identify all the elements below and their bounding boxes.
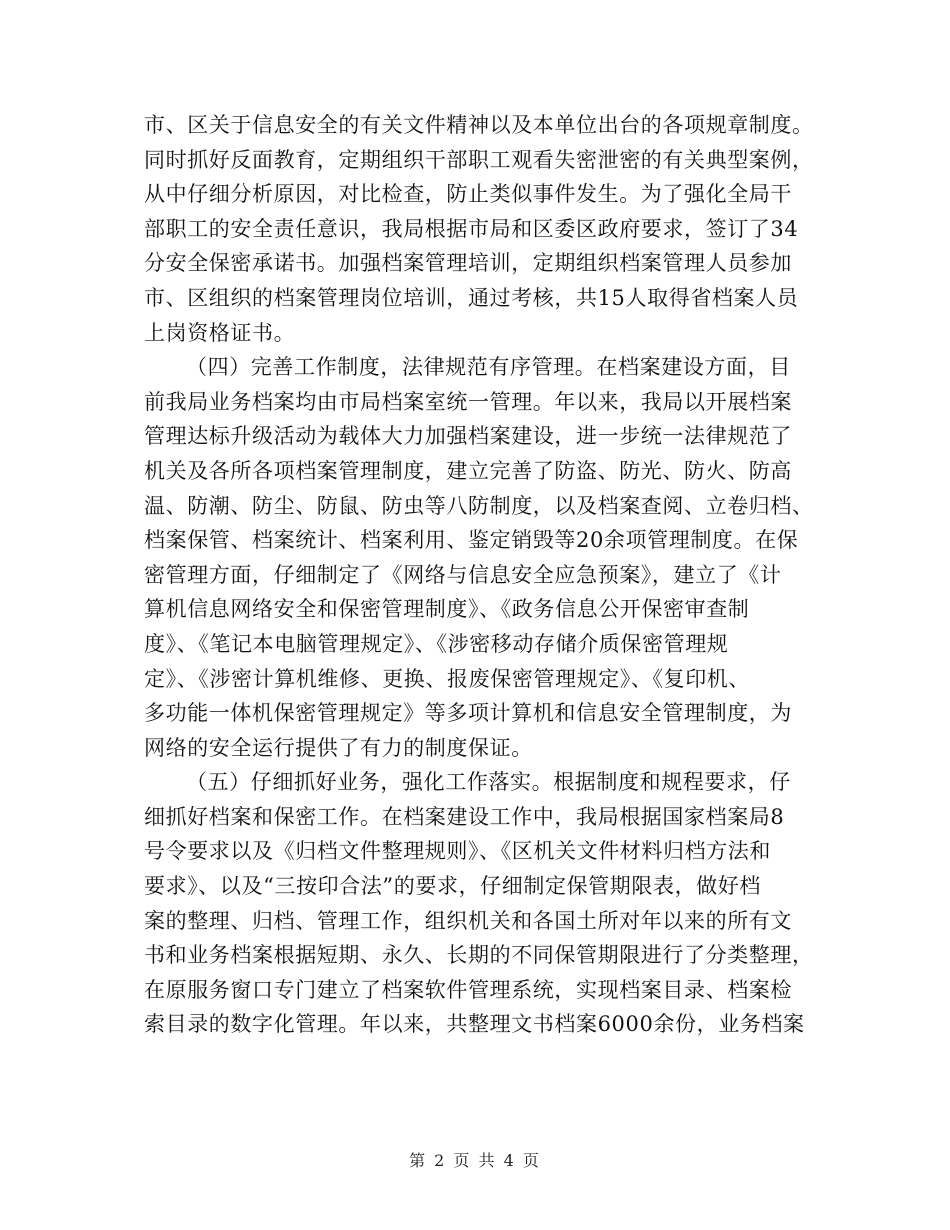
text-line: （五）仔细抓好业务，强化工作落实。根据制度和规程要求，仔 [186, 770, 791, 795]
text-line: 同时抓好反面教育，定期组织干部职工观看失密泄密的有关典型案例， [144, 147, 814, 172]
text-line: 网络的安全运行提供了有力的制度保证。 [144, 735, 533, 760]
body-text [144, 108, 816, 1042]
text-line: 案的整理、归档、管理工作，组织机关和各国土所对年以来的所有文 [144, 908, 792, 933]
text-line: 市、区组织的档案管理岗位培训，通过考核，共15人取得省档案人员 [144, 285, 799, 310]
text-line: 号令要求以及《归档文件整理规则》、《区机关文件材料归档方法和 [144, 839, 771, 864]
text-line: 管理达标升级活动为载体大力加强档案建设，进一步统一法律规范了 [144, 424, 792, 449]
text-line: 前我局业务档案均由市局档案室统一管理。年以来，我局以开展档案 [144, 389, 792, 414]
text-line: 机关及各所各项档案管理制度，建立完善了防盗、防光、防火、防高 [144, 458, 792, 483]
text-line: 在原服务窗口专门建立了档案软件管理系统，实现档案目录、档案检 [144, 977, 792, 1002]
text-line: 档案保管、档案统计、档案利用、鉴定销毁等20余项管理制度。在保 [144, 528, 799, 553]
text-line: 从中仔细分析原因，对比检查，防止类似事件发生。为了强化全局干 [144, 182, 792, 207]
text-line: 索目录的数字化管理。年以来，共整理文书档案6000余份，业务档案 [144, 1012, 805, 1037]
text-line: 度》、《笔记本电脑管理规定》、《涉密移动存储介质保密管理规 [144, 631, 729, 656]
text-line: 市、区关于信息安全的有关文件精神以及本单位出台的各项规章制度。 [144, 113, 814, 137]
text-line: 要求》、以及“三按印合法”的要求，仔细制定保管期限表，做好档 [144, 874, 761, 899]
text-line: 书和业务档案根据短期、永久、长期的不同保管期限进行了分类整理， [144, 943, 814, 968]
text-line: 温、防潮、防尘、防鼠、防虫等八防制度，以及档案查阅、立卷归档、 [144, 493, 814, 518]
text-line: 定》、《涉密计算机维修、更换、报废保密管理规定》、《复印机、 [144, 666, 750, 691]
text-line: 细抓好档案和保密工作。在档案建设工作中，我局根据国家档案局8 [144, 804, 785, 829]
text-line: 上岗资格证书。 [144, 320, 296, 345]
text-line: 多功能一体机保密管理规定》等多项计算机和信息安全管理制度，为 [144, 701, 792, 726]
text-line: 密管理方面，仔细制定了《网络与信息安全应急预案》，建立了《计 [144, 562, 782, 587]
page-footer: 第 2 页 共 4 页 [409, 1151, 541, 1170]
text-line: 部职工的安全责任意识，我局根据市局和区委区政府要求，签订了34 [144, 216, 799, 241]
text-line: （四）完善工作制度，法律规范有序管理。在档案建设方面，目 [186, 355, 791, 380]
text-line: 分安全保密承诺书。加强档案管理培训，定期组织档案管理人员参加 [144, 251, 792, 276]
text-line: 算机信息网络安全和保密管理制度》、《政务信息公开保密审查制 [144, 597, 750, 622]
